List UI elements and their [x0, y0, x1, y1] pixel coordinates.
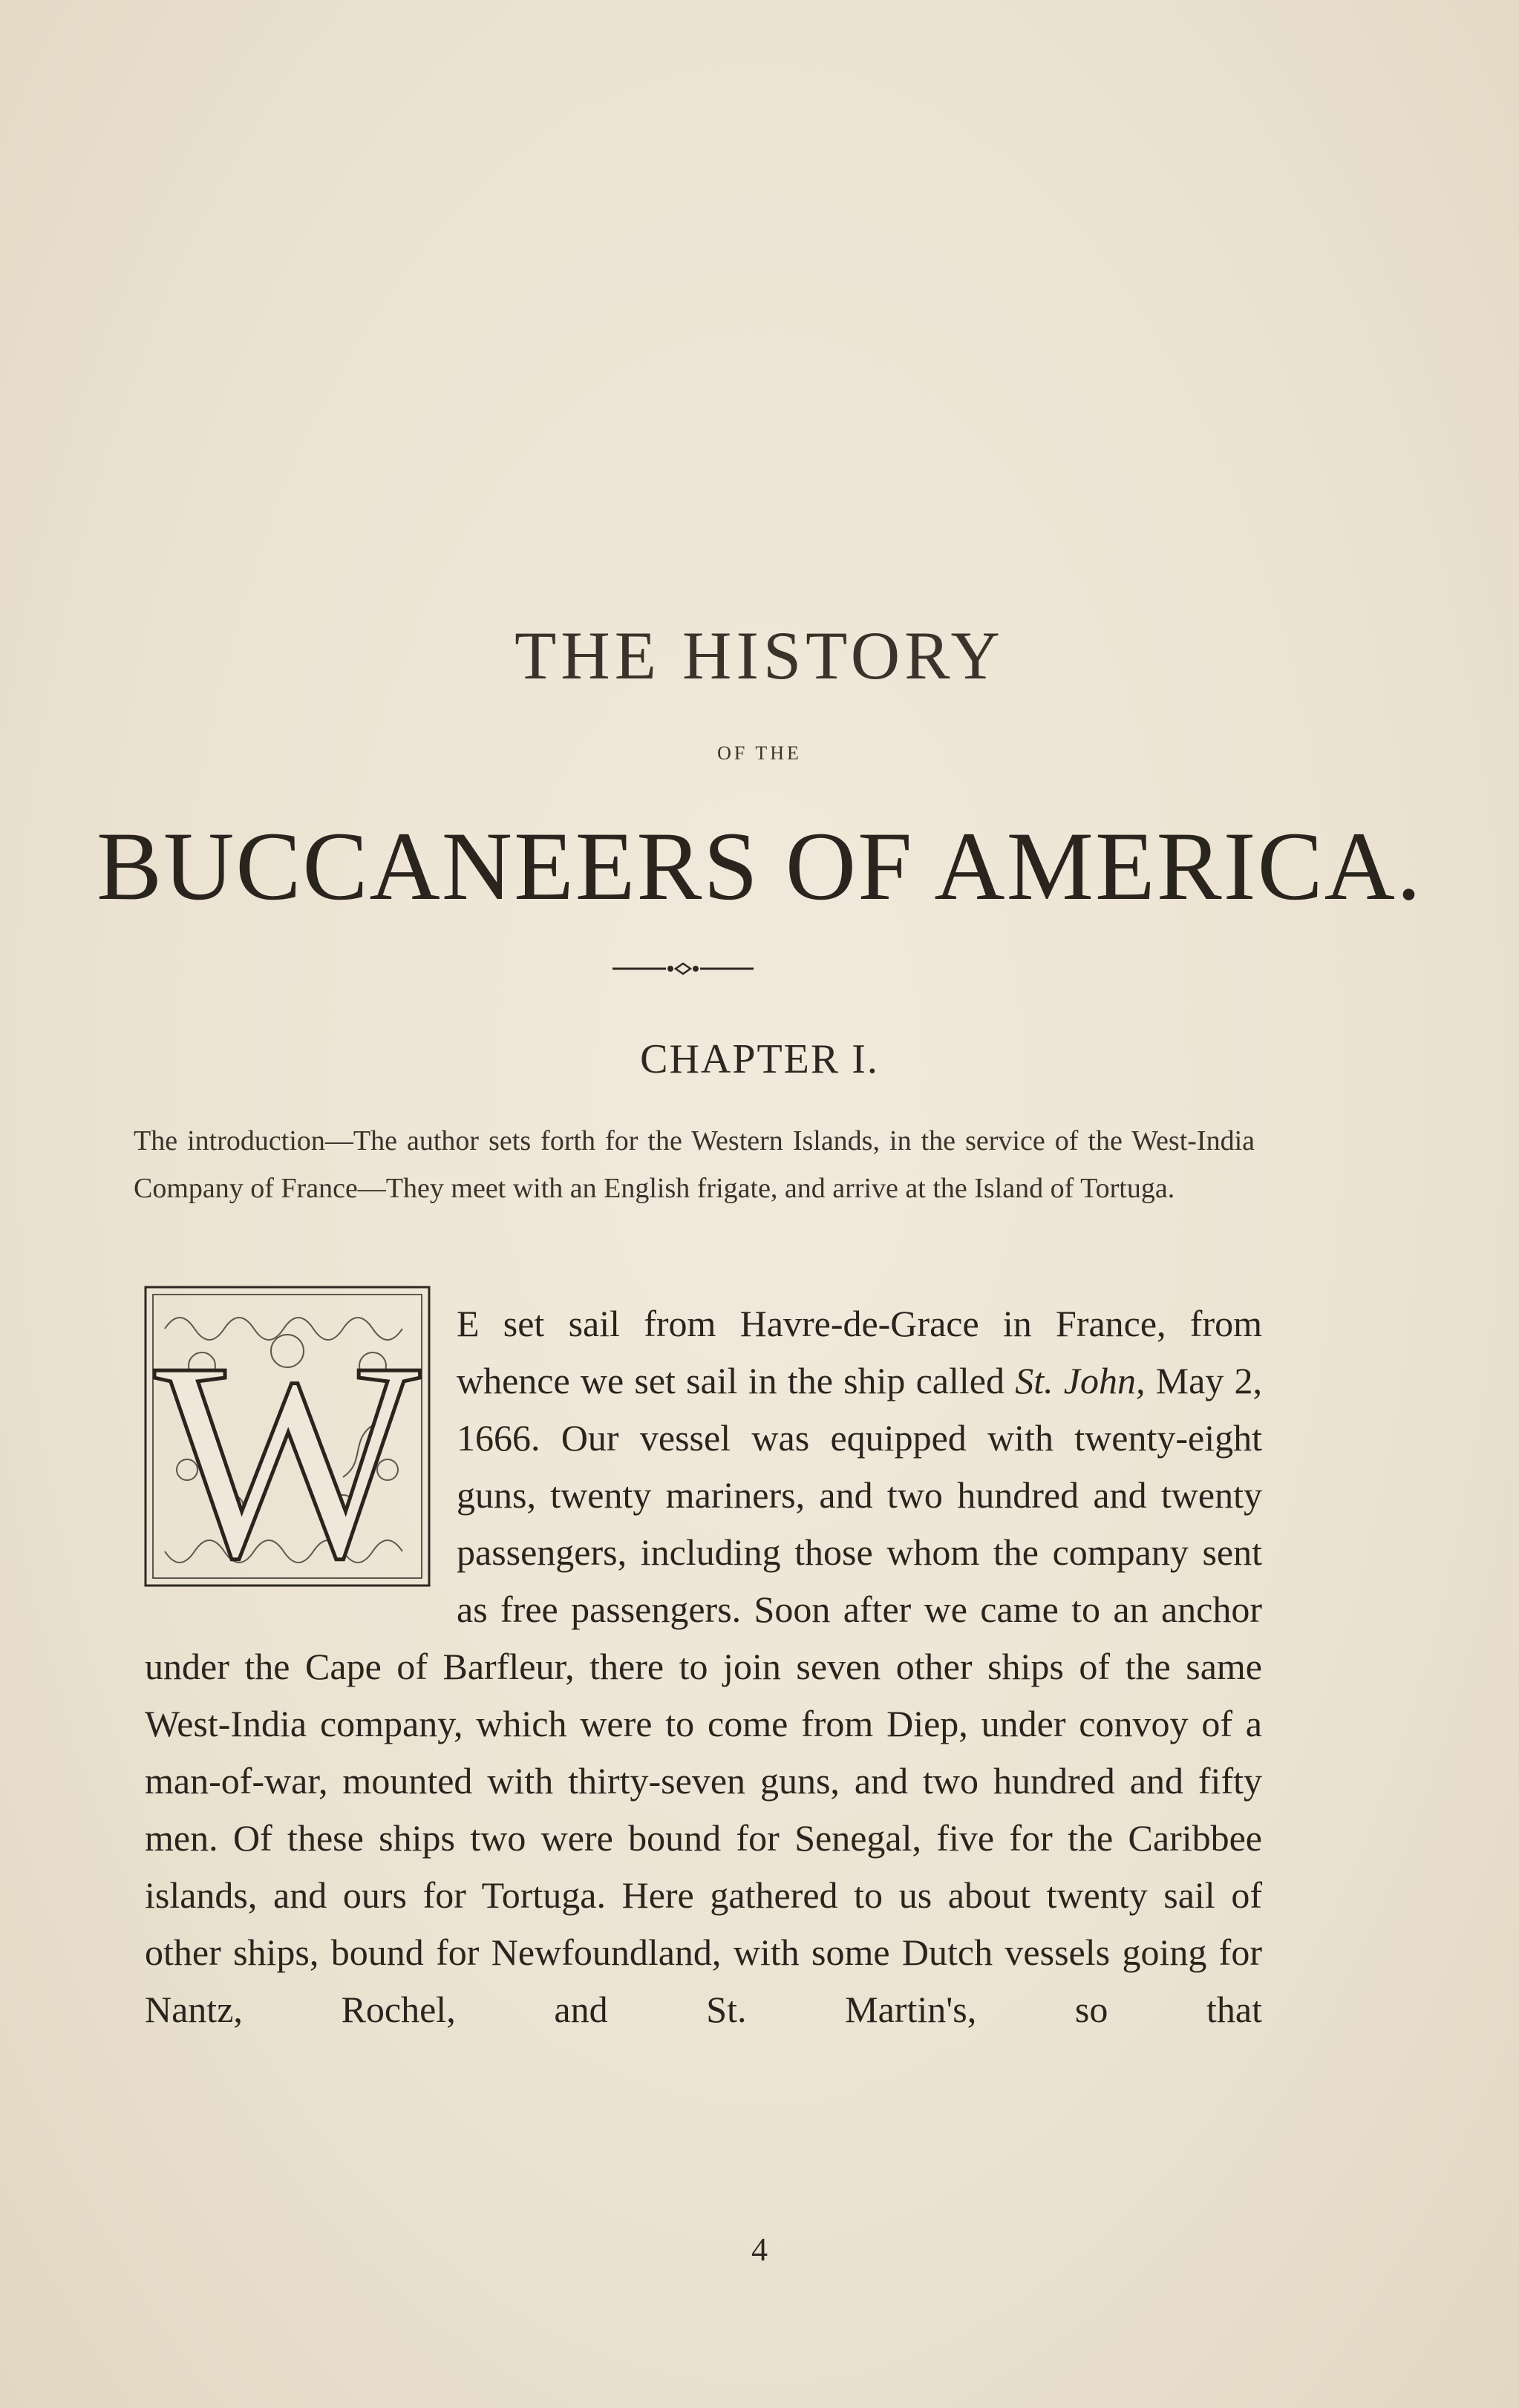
page-number: 4	[751, 2231, 768, 2268]
ship-name: St. John,	[1015, 1360, 1146, 1401]
chapter-summary	[134, 1117, 1255, 1212]
body-paragraph	[145, 1295, 1262, 2038]
body-text-rest: May 2, 1666. Our vessel was equipped with twenty-eight guns, twenty mariners, and two hundred and twenty passengers, including those whom the company sent as free passengers. Soon after we came to an anchor under the Cape of Barfleur, there to join seven other ships of the same West-India company, which were to come from Diep, under convoy of a man-of-war, mounted with thirty-seven guns, and two hundred and fifty men. Of these ships two were bound for Senegal, five for the Caribbee islands, and ours for Tortuga. Here gathered to us about twenty sail of other ships, bound for Newfoundland, with some Dutch vessels going for Nantz, Rochel, and St. Martin's, so that	[145, 1360, 1263, 2030]
title-buccaneers-of-america: BUCCANEERS OF AMERICA.	[97, 811, 1422, 920]
drop-cap-letter: W	[154, 1304, 421, 1589]
title-the-history: THE HISTORY	[514, 618, 1004, 693]
title-of-the: OF THE	[717, 742, 802, 764]
drop-cap-space	[145, 1295, 457, 1637]
body-text-start: E set sail from Havre-de-Grace in France, from whence we set sail in the ship called	[457, 1303, 1262, 1401]
chapter-heading: CHAPTER I.	[640, 1036, 879, 1082]
ornament-divider-icon	[612, 958, 754, 980]
chapter-summary-text: The introduction—The author sets forth for the Western Islands, in the service of the West-India Company of France—They meet with an English frigate, and arrive at the Island of Tortuga.	[134, 1125, 1255, 1204]
